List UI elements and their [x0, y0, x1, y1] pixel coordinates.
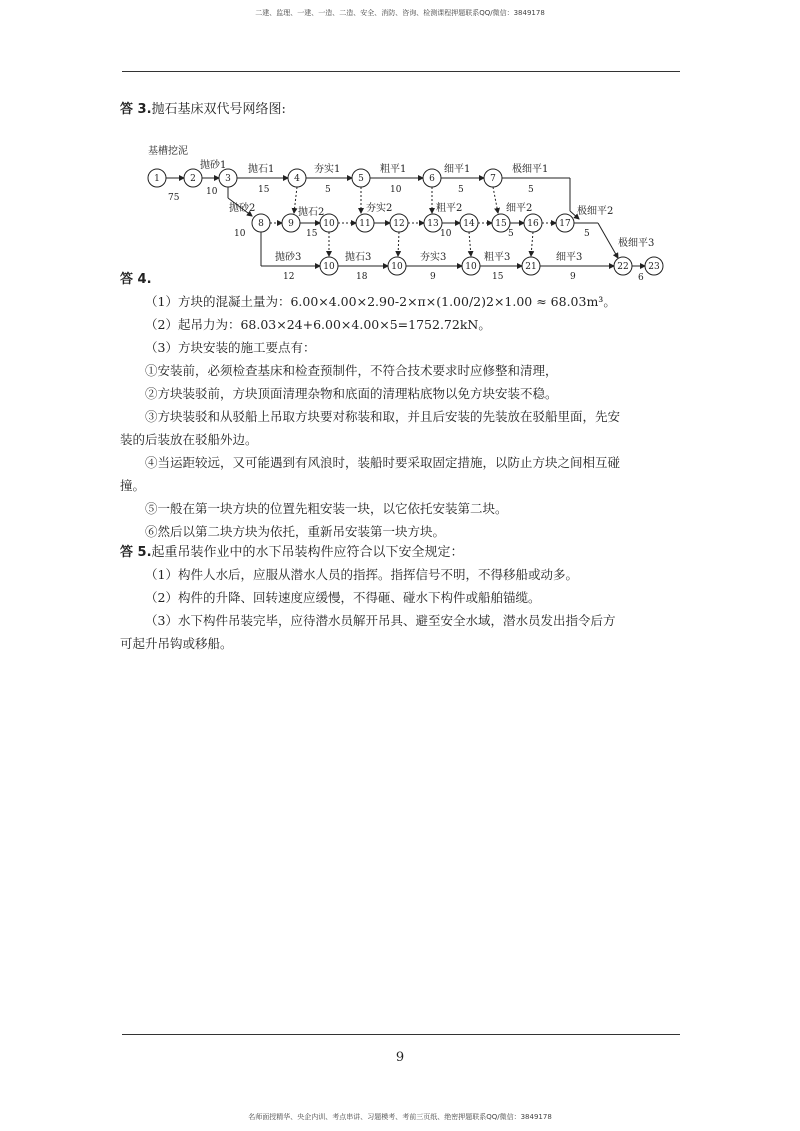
activity-label: 基槽挖泥 [148, 146, 188, 157]
svg-text:11: 11 [359, 219, 371, 229]
answer5-section [120, 543, 680, 655]
activity-label: 极细平3 [618, 238, 655, 249]
activity-label: 粗平1 [380, 164, 407, 175]
svg-text:17: 17 [559, 219, 571, 229]
node-5 [352, 169, 370, 187]
activity-label: 抛石1 [248, 164, 275, 175]
dummy-16-21 [531, 232, 533, 256]
answer4-item: 撞。 [120, 478, 146, 493]
node-6 [423, 169, 441, 187]
answer5-label: 答 5. [120, 545, 152, 560]
activity-duration: 12 [283, 272, 295, 282]
answer5-item: 可起升吊钩或移船。 [120, 636, 233, 651]
node-11 [356, 214, 374, 232]
svg-text:2: 2 [190, 174, 196, 184]
activity-label: 夯实3 [420, 252, 447, 263]
activity-duration: 6 [638, 273, 644, 283]
activity-label: 极细平1 [512, 164, 549, 175]
node-14 [460, 214, 478, 232]
node-8 [252, 214, 270, 232]
activity-label: 抛砂3 [275, 252, 302, 263]
answer4-item: （1）方块的混凝土量为：6.00×4.00×2.90-2×π×(1.00/2)2×1.00 ≈ 68.03m³。 [145, 294, 616, 309]
header-note: 二建、监理、一建、一造、二造、安全、消防、咨询、检测课程押题联系QQ/微信：3849178 [255, 9, 545, 17]
footer-note: 名师面授精华、央企内训、考点串讲、习题模考、考前三页纸、绝密押题联系QQ/微信：3849178 [248, 1113, 552, 1121]
activity-duration: 5 [325, 185, 331, 195]
activity-duration: 5 [528, 185, 534, 195]
activity-duration: 5 [458, 185, 464, 195]
svg-text:21: 21 [525, 262, 537, 272]
dummy-4-9 [294, 187, 297, 213]
answer3-title: 抛石基床双代号网络图: [151, 102, 286, 117]
activity-label: 夯实2 [366, 203, 393, 214]
activity-duration: 18 [356, 272, 368, 282]
answer4-section [120, 270, 680, 543]
answer4-item: 装的后装放在驳船外边。 [120, 432, 258, 447]
footer-rule [122, 1034, 680, 1035]
answer5-item: （2）构件的升降、回转速度应缓慢，不得砸、碰水下构件或船舶锚缆。 [145, 590, 541, 605]
node-23 [645, 257, 663, 275]
node-1 [148, 169, 166, 187]
node-16 [524, 214, 542, 232]
activity-label: 细平1 [444, 164, 471, 175]
activity-duration: 9 [570, 272, 576, 282]
activity-label: 抛砂1 [200, 160, 227, 171]
node-17 [556, 214, 574, 232]
answer4-item: （2）起吊力为：68.03×24+6.00×4.00×5=1752.72kN。 [145, 317, 491, 332]
activity-duration: 5 [584, 229, 590, 239]
answer5-item: （3）水下构件吊装完毕，应待潜水员解开吊具、避至安全水域，潜水员发出指令后方 [145, 613, 616, 628]
svg-text:1: 1 [154, 174, 160, 184]
node-10c [388, 257, 406, 275]
activity-label: 细平3 [556, 252, 583, 263]
answer4-item: ③方块装驳和从驳船上吊取方块要对称装和取，并且后安装的先装放在驳船里面，先安 [145, 409, 621, 424]
activity-duration: 75 [168, 193, 180, 203]
node-7 [484, 169, 502, 187]
svg-text:23: 23 [648, 262, 660, 272]
node-2 [184, 169, 202, 187]
answer3-heading [120, 100, 680, 120]
node-21 [522, 257, 540, 275]
answer4-item: （3）方块安装的施工要点有： [145, 340, 316, 355]
activity-duration: 5 [508, 229, 514, 239]
svg-text:12: 12 [393, 219, 405, 229]
svg-text:6: 6 [429, 174, 435, 184]
svg-text:10: 10 [323, 219, 335, 229]
node-10b [320, 257, 338, 275]
activity-duration: 15 [258, 185, 270, 195]
activity-duration: 9 [430, 272, 436, 282]
svg-text:10: 10 [391, 262, 403, 272]
node-22 [614, 257, 632, 275]
svg-text:13: 13 [427, 219, 439, 229]
activity-duration: 10 [390, 185, 402, 195]
answer4-label: 答 4. [120, 272, 152, 287]
answer5-heading [120, 543, 680, 563]
svg-text:10: 10 [323, 262, 335, 272]
activity-label: 粗平2 [436, 203, 463, 214]
svg-text:5: 5 [358, 174, 364, 184]
svg-text:15: 15 [495, 219, 507, 229]
svg-text:16: 16 [527, 219, 539, 229]
dummy-7-15 [493, 187, 498, 213]
activity-duration: 10 [234, 229, 246, 239]
answer4-item: ②方块装驳前，方块顶面清理杂物和底面的清理粘底物以免方块安装不稳。 [145, 386, 558, 401]
header-rule [122, 71, 680, 72]
answer5-title: 起重吊装作业中的水下吊装构件应符合以下安全规定： [151, 545, 464, 560]
svg-text:10: 10 [465, 262, 477, 272]
answer4-item: ⑥然后以第二块方块为依托，重新吊安装第一块方块。 [145, 524, 446, 539]
answer5-item: （1）构件人水后，应服从潜水人员的指挥。指挥信号不明，不得移船或动多。 [145, 567, 578, 582]
activity-label: 抛砂2 [229, 203, 256, 214]
dummy-14-10d [469, 232, 471, 256]
svg-text:7: 7 [490, 174, 496, 184]
activity-duration: 10 [206, 187, 218, 197]
activity-duration: 15 [492, 272, 504, 282]
activity-label: 抛石2 [298, 207, 325, 218]
svg-text:14: 14 [463, 219, 475, 229]
svg-text:8: 8 [258, 219, 264, 229]
arrow-17-22 [598, 223, 618, 258]
svg-text:9: 9 [288, 219, 294, 229]
activity-label: 极细平2 [577, 206, 614, 217]
page-content [120, 100, 680, 655]
activity-duration: 10 [440, 229, 452, 239]
answer4-item: ④当运距较远，又可能遇到有风浪时，装船时要采取固定措施，以防止方块之间相互碰 [145, 455, 621, 470]
dummy-12-10c [398, 232, 399, 256]
page-number: 9 [395, 1050, 405, 1065]
node-10d [462, 257, 480, 275]
node-12 [390, 214, 408, 232]
svg-text:22: 22 [617, 262, 629, 272]
activity-label: 细平2 [506, 203, 533, 214]
activity-label: 抛石3 [345, 252, 372, 263]
svg-text:3: 3 [225, 174, 231, 184]
activity-duration: 15 [306, 229, 318, 239]
activity-label: 夯实1 [314, 164, 341, 175]
node-4 [288, 169, 306, 187]
answer4-item: ①安装前，必须检查基床和检查预制件，不符合技术要求时应修整和清理， [145, 363, 558, 378]
node-3 [219, 169, 237, 187]
answer4-item: ⑤一般在第一块方块的位置先粗安装一块，以它依托安装第二块。 [145, 501, 508, 516]
svg-text:4: 4 [294, 174, 300, 184]
activity-label: 粗平3 [484, 252, 511, 263]
answer3-label: 答 3. [120, 102, 152, 117]
